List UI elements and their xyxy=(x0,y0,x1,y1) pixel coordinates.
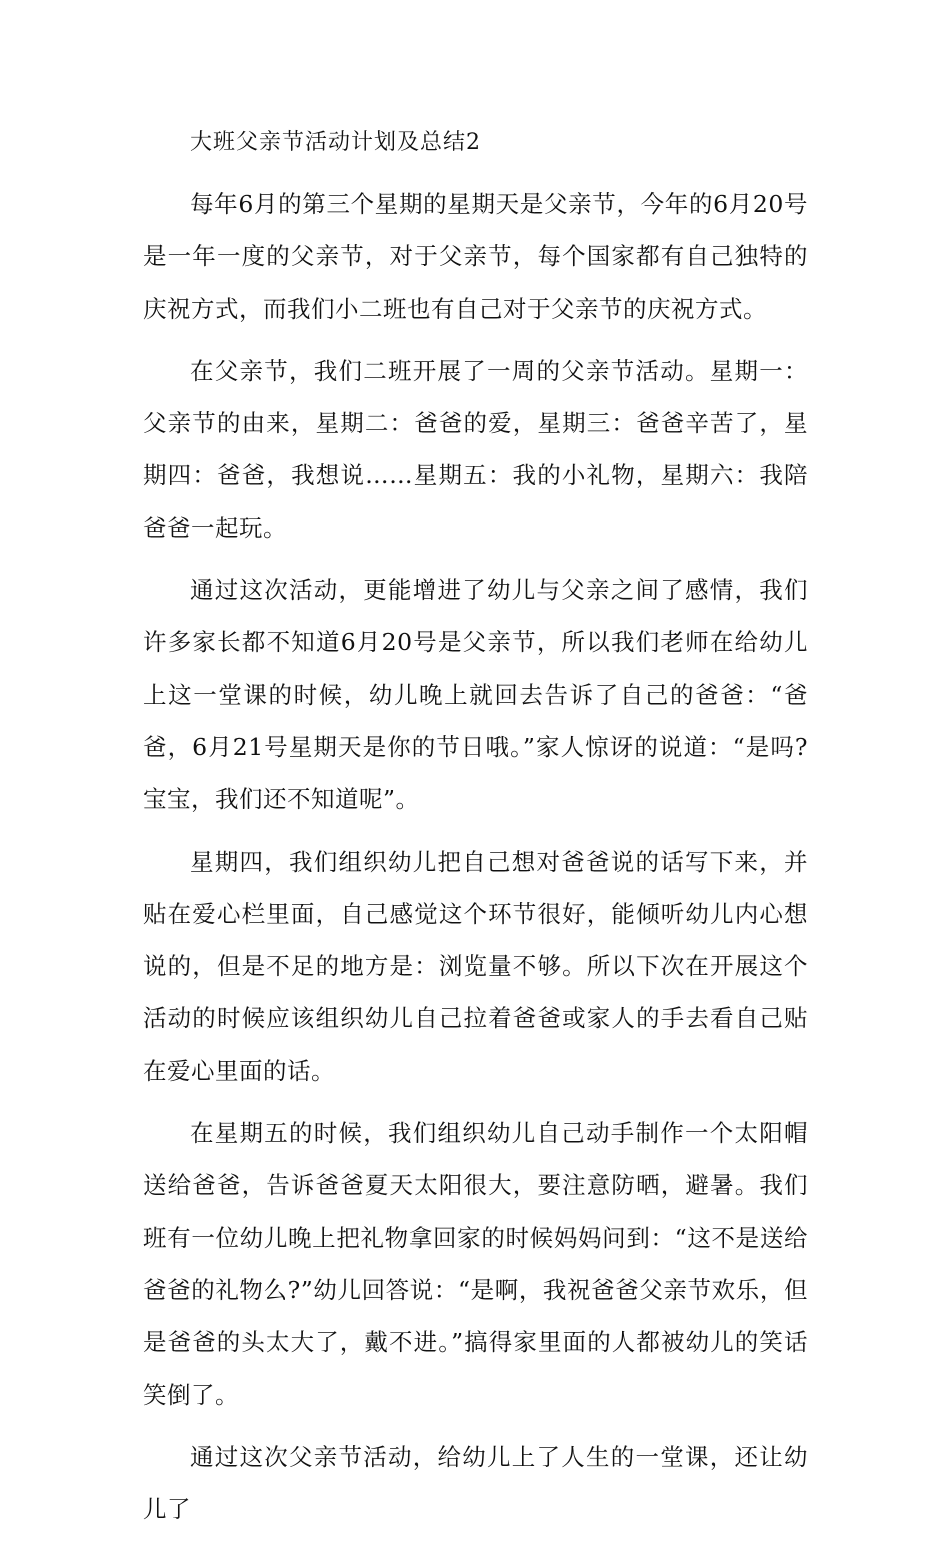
paragraph-2: 在父亲节，我们二班开展了一周的父亲节活动。星期一：父亲节的由来，星期二：爸爸的爱，星期三：爸爸辛苦了，星期四：爸爸，我想说……星期五：我的小礼物，星期六：我陪爸爸一起玩。 xyxy=(143,356,808,542)
paragraph-6: 通过这次父亲节活动，给幼儿上了人生的一堂课，还让幼儿了 xyxy=(143,1442,808,1524)
document-title: 大班父亲节活动计划及总结2 xyxy=(190,130,481,155)
paragraph-5: 在星期五的时候，我们组织幼儿自己动手制作一个太阳帽送给爸爸，告诉爸爸夏天太阳很大，要注意防晒，避暑。我们班有一位幼儿晚上把礼物拿回家的时候妈妈问到：“这不是送给爸爸的礼物么?”幼儿回答说：“是啊，我祝爸爸父亲节欢乐，但是爸爸的头太大了，戴不进。”搞得家里面的人都被幼儿的笑话笑倒了。 xyxy=(143,1119,808,1409)
paragraph-3: 通过这次活动，更能增进了幼儿与父亲之间了感情，我们许多家长都不知道6月20号是父亲节，所以我们老师在给幼儿上这一堂课的时候，幼儿晚上就回去告诉了自己的爸爸：“爸爸，6月21号星期天是你的节日哦。”家人惊讶的说道：“是吗?宝宝，我们还不知道呢”。 xyxy=(143,576,808,814)
paragraph-4: 星期四，我们组织幼儿把自己想对爸爸说的话写下来，并贴在爱心栏里面，自己感觉这个环节很好，能倾听幼儿内心想说的，但是不足的地方是：浏览量不够。所以下次在开展这个活动的时候应该组织幼儿自己拉着爸爸或家人的手去看自己贴在爱心里面的话。 xyxy=(143,847,808,1085)
document-page xyxy=(143,128,808,1545)
paragraph-1: 每年6月的第三个星期的星期天是父亲节，今年的6月20号是一年一度的父亲节，对于父亲节，每个国家都有自己独特的庆祝方式，而我们小二班也有自己对于父亲节的庆祝方式。 xyxy=(143,190,808,323)
